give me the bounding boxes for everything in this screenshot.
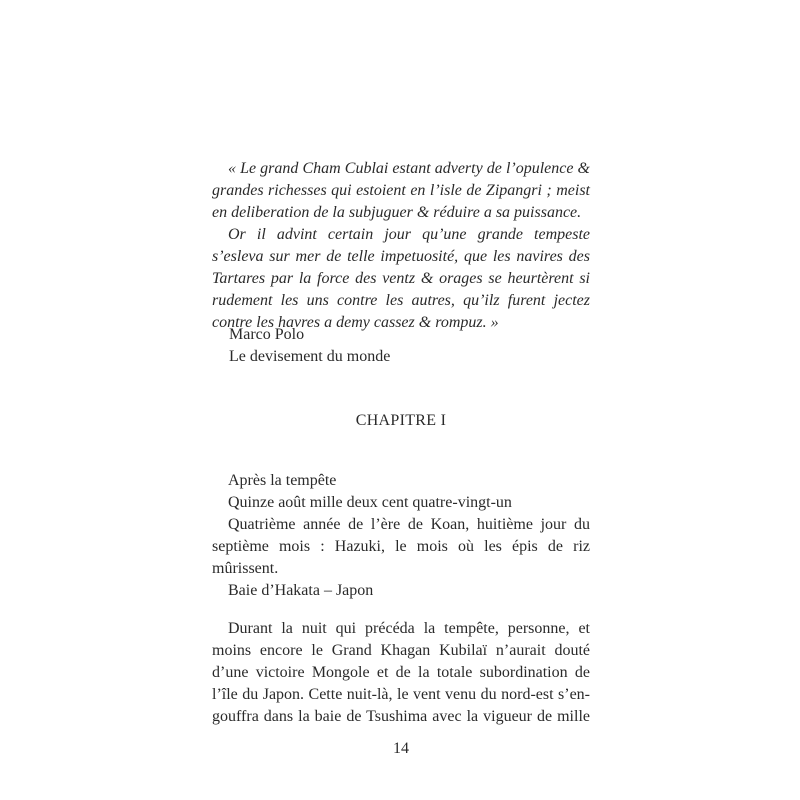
body-paragraph-1: Durant la nuit qui précéda la tempête, personne, et moins encore le Grand Khagan Kubilaï n’aurait douté d’une victoire Mongole et de la totale subordination de l’île du Japon. Cette nuit-là, le vent venu du nord-est s’engouffra dans la baie de Tsushima avec la vigueur de mille [212,620,590,725]
epigraph-attribution [229,324,390,368]
attribution-author: Marco Polo [229,326,305,343]
chapter-header-line-2: Quinze août mille deux cent quatre-vingt-un [228,494,512,511]
epigraph-paragraph-2: Or il advint certain jour qu’une grande tempeste s’esleva sur mer de telle impetuosité, que les navires des Tartares par la force des ventz & orages se heurtèrent si rudement les uns contre les autres, qu’ilz furent jectez contre les havres a demy cassez & rompuz. » [212,226,590,331]
page-number: 14 [393,740,409,757]
chapter-header [212,470,590,602]
body-text [212,618,590,728]
chapter-header-line-1: Après la tempête [228,472,337,489]
chapter-title: CHAPITRE I [355,412,447,429]
chapter-header-line-4: Baie d’Hakata – Japon [228,582,374,599]
chapter-header-line-3: Quatrième année de l’ère de Koan, huitième jour du septième mois : Hazuki, le mois où les épis de riz mûrissent. [212,516,590,577]
attribution-work: Le devisement du monde [229,348,391,365]
epigraph-paragraph-1: « Le grand Cham Cublai estant adverty de l’opulence & grandes richesses qui estoient en l’isle de Zipangri ; meist en deliberation de la subjuguer & réduire a sa puissance. [212,160,590,221]
epigraph [212,158,590,334]
